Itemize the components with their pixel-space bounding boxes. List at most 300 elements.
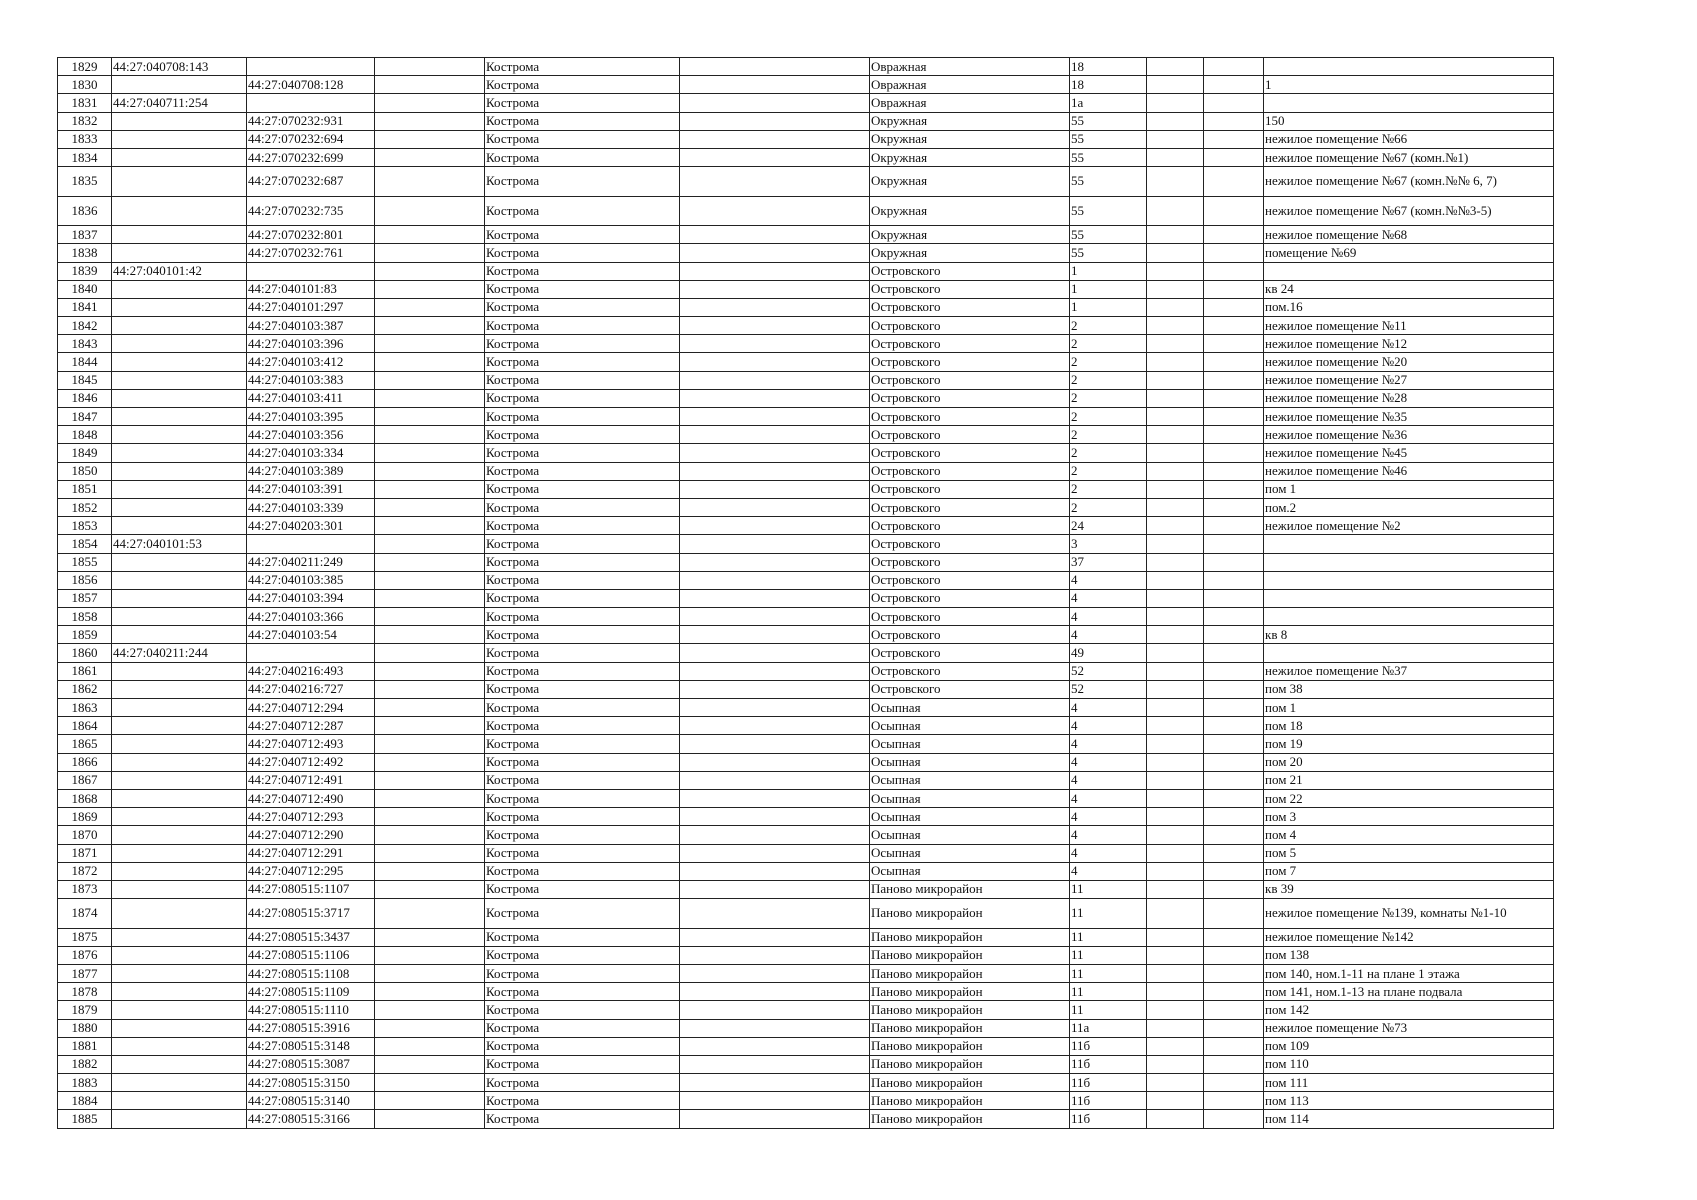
object-cadastral-number-cell: 44:27:040712:295 <box>247 862 375 880</box>
empty-cell <box>1204 1110 1264 1128</box>
city-cell: Кострома <box>485 389 680 407</box>
house-cell: 1 <box>1070 298 1147 316</box>
row-number-cell: 1835 <box>58 167 112 197</box>
empty-cell <box>1204 753 1264 771</box>
city-cell: Кострома <box>485 408 680 426</box>
row-number-cell: 1845 <box>58 371 112 389</box>
house-cell: 4 <box>1070 589 1147 607</box>
premises-note-cell: пом 138 <box>1264 946 1554 964</box>
object-cadastral-number-cell: 44:27:070232:761 <box>247 244 375 262</box>
object-cadastral-number-cell: 44:27:080515:3150 <box>247 1074 375 1092</box>
empty-cell <box>680 644 870 662</box>
row-number-cell: 1881 <box>58 1037 112 1055</box>
street-cell: Паново микрорайон <box>870 899 1070 929</box>
cadastral-number-cell <box>112 196 247 226</box>
object-cadastral-number-cell: 44:27:040103:383 <box>247 371 375 389</box>
empty-cell <box>1147 1110 1204 1128</box>
cadastral-number-cell <box>112 517 247 535</box>
row-number-cell: 1841 <box>58 298 112 316</box>
house-cell: 2 <box>1070 444 1147 462</box>
empty-cell <box>375 1019 485 1037</box>
empty-cell <box>375 808 485 826</box>
premises-note-cell: пом 111 <box>1264 1074 1554 1092</box>
empty-cell <box>1147 335 1204 353</box>
empty-cell <box>1147 389 1204 407</box>
table-row <box>58 717 1554 735</box>
empty-cell <box>680 517 870 535</box>
street-cell: Паново микрорайон <box>870 1074 1070 1092</box>
row-number-cell: 1860 <box>58 644 112 662</box>
empty-cell <box>680 589 870 607</box>
street-cell: Паново микрорайон <box>870 1019 1070 1037</box>
empty-cell <box>1204 148 1264 166</box>
table-row <box>58 1092 1554 1110</box>
empty-cell <box>375 517 485 535</box>
table-row <box>58 571 1554 589</box>
empty-cell <box>1204 880 1264 898</box>
empty-cell <box>375 589 485 607</box>
cadastral-number-cell <box>112 789 247 807</box>
object-cadastral-number-cell: 44:27:040103:385 <box>247 571 375 589</box>
table-row <box>58 862 1554 880</box>
empty-cell <box>680 148 870 166</box>
cadastral-number-cell <box>112 808 247 826</box>
row-number-cell: 1839 <box>58 262 112 280</box>
table-row <box>58 226 1554 244</box>
object-cadastral-number-cell: 44:27:040103:54 <box>247 626 375 644</box>
empty-cell <box>1204 844 1264 862</box>
street-cell: Овражная <box>870 58 1070 76</box>
table-row <box>58 789 1554 807</box>
empty-cell <box>1204 553 1264 571</box>
street-cell: Островского <box>870 408 1070 426</box>
empty-cell <box>680 58 870 76</box>
cadastral-number-cell <box>112 862 247 880</box>
empty-cell <box>1147 571 1204 589</box>
city-cell: Кострома <box>485 571 680 589</box>
empty-cell <box>680 1019 870 1037</box>
premises-note-cell: пом 20 <box>1264 753 1554 771</box>
empty-cell <box>375 899 485 929</box>
empty-cell <box>1204 480 1264 498</box>
house-cell: 4 <box>1070 753 1147 771</box>
empty-cell <box>680 335 870 353</box>
row-number-cell: 1864 <box>58 717 112 735</box>
row-number-cell: 1882 <box>58 1055 112 1073</box>
house-cell: 11 <box>1070 964 1147 982</box>
empty-cell <box>375 262 485 280</box>
empty-cell <box>1204 735 1264 753</box>
premises-note-cell: пом 22 <box>1264 789 1554 807</box>
cadastral-number-cell <box>112 148 247 166</box>
premises-note-cell: нежилое помещение №67 (комн.№1) <box>1264 148 1554 166</box>
city-cell: Кострома <box>485 262 680 280</box>
empty-cell <box>1204 571 1264 589</box>
row-number-cell: 1871 <box>58 844 112 862</box>
table-row <box>58 426 1554 444</box>
table-row <box>58 608 1554 626</box>
cadastral-number-cell <box>112 298 247 316</box>
premises-note-cell: пом 21 <box>1264 771 1554 789</box>
empty-cell <box>1147 662 1204 680</box>
empty-cell <box>1147 317 1204 335</box>
object-cadastral-number-cell: 44:27:040211:249 <box>247 553 375 571</box>
table-row <box>58 844 1554 862</box>
empty-cell <box>1147 608 1204 626</box>
empty-cell <box>1147 371 1204 389</box>
house-cell: 11 <box>1070 983 1147 1001</box>
city-cell: Кострома <box>485 335 680 353</box>
city-cell: Кострома <box>485 167 680 197</box>
cadastral-number-cell <box>112 76 247 94</box>
empty-cell <box>1204 826 1264 844</box>
cadastral-number-cell: 44:27:040711:254 <box>112 94 247 112</box>
house-cell: 18 <box>1070 58 1147 76</box>
premises-note-cell: нежилое помещение №139, комнаты №1-10 <box>1264 899 1554 929</box>
document-sheet <box>57 57 1554 1129</box>
empty-cell <box>375 1110 485 1128</box>
object-cadastral-number-cell: 44:27:040103:411 <box>247 389 375 407</box>
street-cell: Овражная <box>870 76 1070 94</box>
house-cell: 2 <box>1070 408 1147 426</box>
empty-cell <box>1204 699 1264 717</box>
empty-cell <box>375 298 485 316</box>
empty-cell <box>1147 553 1204 571</box>
row-number-cell: 1829 <box>58 58 112 76</box>
street-cell: Островского <box>870 480 1070 498</box>
table-row <box>58 498 1554 516</box>
empty-cell <box>1204 371 1264 389</box>
row-number-cell: 1872 <box>58 862 112 880</box>
house-cell: 49 <box>1070 644 1147 662</box>
object-cadastral-number-cell <box>247 644 375 662</box>
premises-note-cell: пом 114 <box>1264 1110 1554 1128</box>
empty-cell <box>680 1074 870 1092</box>
street-cell: Островского <box>870 498 1070 516</box>
empty-cell <box>375 317 485 335</box>
empty-cell <box>375 964 485 982</box>
city-cell: Кострома <box>485 498 680 516</box>
empty-cell <box>680 771 870 789</box>
empty-cell <box>375 462 485 480</box>
house-cell: 11б <box>1070 1092 1147 1110</box>
city-cell: Кострома <box>485 226 680 244</box>
empty-cell <box>1147 262 1204 280</box>
empty-cell <box>1204 862 1264 880</box>
object-cadastral-number-cell: 44:27:040712:490 <box>247 789 375 807</box>
house-cell: 4 <box>1070 608 1147 626</box>
city-cell: Кострома <box>485 680 680 698</box>
object-cadastral-number-cell: 44:27:040712:291 <box>247 844 375 862</box>
table-row <box>58 462 1554 480</box>
premises-note-cell: пом 38 <box>1264 680 1554 698</box>
cadastral-number-cell <box>112 371 247 389</box>
row-number-cell: 1837 <box>58 226 112 244</box>
empty-cell <box>680 1037 870 1055</box>
row-number-cell: 1852 <box>58 498 112 516</box>
premises-note-cell: нежилое помещение №68 <box>1264 226 1554 244</box>
empty-cell <box>1147 946 1204 964</box>
empty-cell <box>1204 1092 1264 1110</box>
cadastral-number-cell <box>112 553 247 571</box>
table-row <box>58 1055 1554 1073</box>
house-cell: 4 <box>1070 571 1147 589</box>
row-number-cell: 1880 <box>58 1019 112 1037</box>
house-cell: 11 <box>1070 928 1147 946</box>
empty-cell <box>680 94 870 112</box>
table-row <box>58 826 1554 844</box>
row-number-cell: 1870 <box>58 826 112 844</box>
premises-note-cell: нежилое помещение №66 <box>1264 130 1554 148</box>
empty-cell <box>375 148 485 166</box>
city-cell: Кострома <box>485 94 680 112</box>
empty-cell <box>1204 76 1264 94</box>
house-cell: 4 <box>1070 771 1147 789</box>
table-row <box>58 928 1554 946</box>
city-cell: Кострома <box>485 862 680 880</box>
table-row <box>58 244 1554 262</box>
cadastral-number-cell <box>112 130 247 148</box>
empty-cell <box>1147 589 1204 607</box>
object-cadastral-number-cell: 44:27:040103:389 <box>247 462 375 480</box>
table-row <box>58 1019 1554 1037</box>
city-cell: Кострома <box>485 808 680 826</box>
city-cell: Кострома <box>485 880 680 898</box>
empty-cell <box>375 1074 485 1092</box>
empty-cell <box>680 826 870 844</box>
empty-cell <box>375 826 485 844</box>
city-cell: Кострома <box>485 946 680 964</box>
empty-cell <box>680 244 870 262</box>
empty-cell <box>1147 280 1204 298</box>
premises-note-cell: нежилое помещение №73 <box>1264 1019 1554 1037</box>
empty-cell <box>1204 298 1264 316</box>
table-row <box>58 58 1554 76</box>
empty-cell <box>375 112 485 130</box>
cadastral-number-cell <box>112 626 247 644</box>
table-row <box>58 735 1554 753</box>
row-number-cell: 1849 <box>58 444 112 462</box>
empty-cell <box>1147 130 1204 148</box>
empty-cell <box>680 317 870 335</box>
cadastral-number-cell: 44:27:040101:42 <box>112 262 247 280</box>
empty-cell <box>1147 76 1204 94</box>
object-cadastral-number-cell: 44:27:070232:687 <box>247 167 375 197</box>
empty-cell <box>1204 226 1264 244</box>
cadastral-number-cell <box>112 771 247 789</box>
table-row <box>58 1037 1554 1055</box>
object-cadastral-number-cell: 44:27:080515:3916 <box>247 1019 375 1037</box>
city-cell: Кострома <box>485 964 680 982</box>
house-cell: 55 <box>1070 244 1147 262</box>
city-cell: Кострома <box>485 1001 680 1019</box>
row-number-cell: 1833 <box>58 130 112 148</box>
premises-note-cell: пом 140, ном.1-11 на плане 1 этажа <box>1264 964 1554 982</box>
premises-note-cell: пом 1 <box>1264 699 1554 717</box>
premises-note-cell: пом 19 <box>1264 735 1554 753</box>
street-cell: Островского <box>870 608 1070 626</box>
object-cadastral-number-cell: 44:27:040103:339 <box>247 498 375 516</box>
empty-cell <box>680 480 870 498</box>
empty-cell <box>1147 862 1204 880</box>
row-number-cell: 1884 <box>58 1092 112 1110</box>
table-row <box>58 317 1554 335</box>
street-cell: Островского <box>870 280 1070 298</box>
table-row <box>58 480 1554 498</box>
empty-cell <box>1147 680 1204 698</box>
object-cadastral-number-cell: 44:27:040103:396 <box>247 335 375 353</box>
empty-cell <box>1204 662 1264 680</box>
house-cell: 2 <box>1070 426 1147 444</box>
empty-cell <box>1147 626 1204 644</box>
object-cadastral-number-cell: 44:27:040712:493 <box>247 735 375 753</box>
empty-cell <box>1147 58 1204 76</box>
empty-cell <box>1204 335 1264 353</box>
house-cell: 2 <box>1070 317 1147 335</box>
row-number-cell: 1848 <box>58 426 112 444</box>
object-cadastral-number-cell: 44:27:070232:735 <box>247 196 375 226</box>
cadastral-number-cell <box>112 280 247 298</box>
empty-cell <box>680 1001 870 1019</box>
city-cell: Кострома <box>485 717 680 735</box>
premises-note-cell: нежилое помещение №2 <box>1264 517 1554 535</box>
row-number-cell: 1850 <box>58 462 112 480</box>
house-cell: 1а <box>1070 94 1147 112</box>
table-row <box>58 167 1554 197</box>
street-cell: Овражная <box>870 94 1070 112</box>
city-cell: Кострома <box>485 662 680 680</box>
row-number-cell: 1836 <box>58 196 112 226</box>
empty-cell <box>1147 1019 1204 1037</box>
premises-note-cell: кв 39 <box>1264 880 1554 898</box>
street-cell: Островского <box>870 317 1070 335</box>
empty-cell <box>680 371 870 389</box>
object-cadastral-number-cell: 44:27:080515:3087 <box>247 1055 375 1073</box>
empty-cell <box>1204 589 1264 607</box>
cadastral-number-cell <box>112 408 247 426</box>
empty-cell <box>1204 899 1264 929</box>
empty-cell <box>375 408 485 426</box>
object-cadastral-number-cell: 44:27:040103:334 <box>247 444 375 462</box>
table-row <box>58 389 1554 407</box>
row-number-cell: 1843 <box>58 335 112 353</box>
house-cell: 11 <box>1070 899 1147 929</box>
table-row <box>58 112 1554 130</box>
street-cell: Островского <box>870 644 1070 662</box>
row-number-cell: 1877 <box>58 964 112 982</box>
empty-cell <box>375 753 485 771</box>
row-number-cell: 1873 <box>58 880 112 898</box>
empty-cell <box>1204 426 1264 444</box>
cadastral-number-cell <box>112 1019 247 1037</box>
empty-cell <box>1204 58 1264 76</box>
house-cell: 2 <box>1070 498 1147 516</box>
house-cell: 2 <box>1070 353 1147 371</box>
empty-cell <box>375 426 485 444</box>
object-cadastral-number-cell: 44:27:070232:801 <box>247 226 375 244</box>
empty-cell <box>375 626 485 644</box>
row-number-cell: 1859 <box>58 626 112 644</box>
empty-cell <box>680 946 870 964</box>
row-number-cell: 1878 <box>58 983 112 1001</box>
object-cadastral-number-cell: 44:27:070232:931 <box>247 112 375 130</box>
premises-note-cell: нежилое помещение №67 (комн.№№ 6, 7) <box>1264 167 1554 197</box>
premises-note-cell: нежилое помещение №28 <box>1264 389 1554 407</box>
house-cell: 3 <box>1070 535 1147 553</box>
cadastral-number-cell <box>112 880 247 898</box>
empty-cell <box>680 408 870 426</box>
street-cell: Островского <box>870 626 1070 644</box>
cadastral-number-cell <box>112 753 247 771</box>
empty-cell <box>680 1055 870 1073</box>
cadastral-number-cell <box>112 717 247 735</box>
city-cell: Кострома <box>485 426 680 444</box>
house-cell: 55 <box>1070 148 1147 166</box>
object-cadastral-number-cell: 44:27:040712:492 <box>247 753 375 771</box>
empty-cell <box>1204 717 1264 735</box>
empty-cell <box>1204 644 1264 662</box>
object-cadastral-number-cell: 44:27:040103:356 <box>247 426 375 444</box>
empty-cell <box>1147 94 1204 112</box>
empty-cell <box>680 662 870 680</box>
empty-cell <box>375 94 485 112</box>
premises-note-cell: пом 110 <box>1264 1055 1554 1073</box>
empty-cell <box>375 76 485 94</box>
empty-cell <box>680 983 870 1001</box>
table-row <box>58 880 1554 898</box>
city-cell: Кострома <box>485 928 680 946</box>
empty-cell <box>1147 735 1204 753</box>
city-cell: Кострома <box>485 317 680 335</box>
table-row <box>58 983 1554 1001</box>
cadastral-number-cell <box>112 167 247 197</box>
cadastral-number-cell <box>112 735 247 753</box>
row-number-cell: 1861 <box>58 662 112 680</box>
city-cell: Кострома <box>485 771 680 789</box>
house-cell: 55 <box>1070 112 1147 130</box>
empty-cell <box>1204 626 1264 644</box>
empty-cell <box>375 371 485 389</box>
street-cell: Островского <box>870 353 1070 371</box>
table-row <box>58 94 1554 112</box>
city-cell: Кострома <box>485 699 680 717</box>
object-cadastral-number-cell: 44:27:040103:387 <box>247 317 375 335</box>
row-number-cell: 1834 <box>58 148 112 166</box>
premises-note-cell: пом.2 <box>1264 498 1554 516</box>
empty-cell <box>375 244 485 262</box>
row-number-cell: 1876 <box>58 946 112 964</box>
empty-cell <box>375 535 485 553</box>
house-cell: 52 <box>1070 662 1147 680</box>
house-cell: 55 <box>1070 167 1147 197</box>
empty-cell <box>680 76 870 94</box>
row-number-cell: 1885 <box>58 1110 112 1128</box>
empty-cell <box>680 226 870 244</box>
house-cell: 55 <box>1070 130 1147 148</box>
object-cadastral-number-cell: 44:27:040103:366 <box>247 608 375 626</box>
object-cadastral-number-cell <box>247 94 375 112</box>
house-cell: 4 <box>1070 862 1147 880</box>
city-cell: Кострома <box>485 112 680 130</box>
empty-cell <box>1147 226 1204 244</box>
empty-cell <box>375 196 485 226</box>
table-row <box>58 353 1554 371</box>
house-cell: 4 <box>1070 808 1147 826</box>
city-cell: Кострома <box>485 444 680 462</box>
premises-note-cell: кв 24 <box>1264 280 1554 298</box>
cadastral-number-cell <box>112 1074 247 1092</box>
empty-cell <box>375 789 485 807</box>
